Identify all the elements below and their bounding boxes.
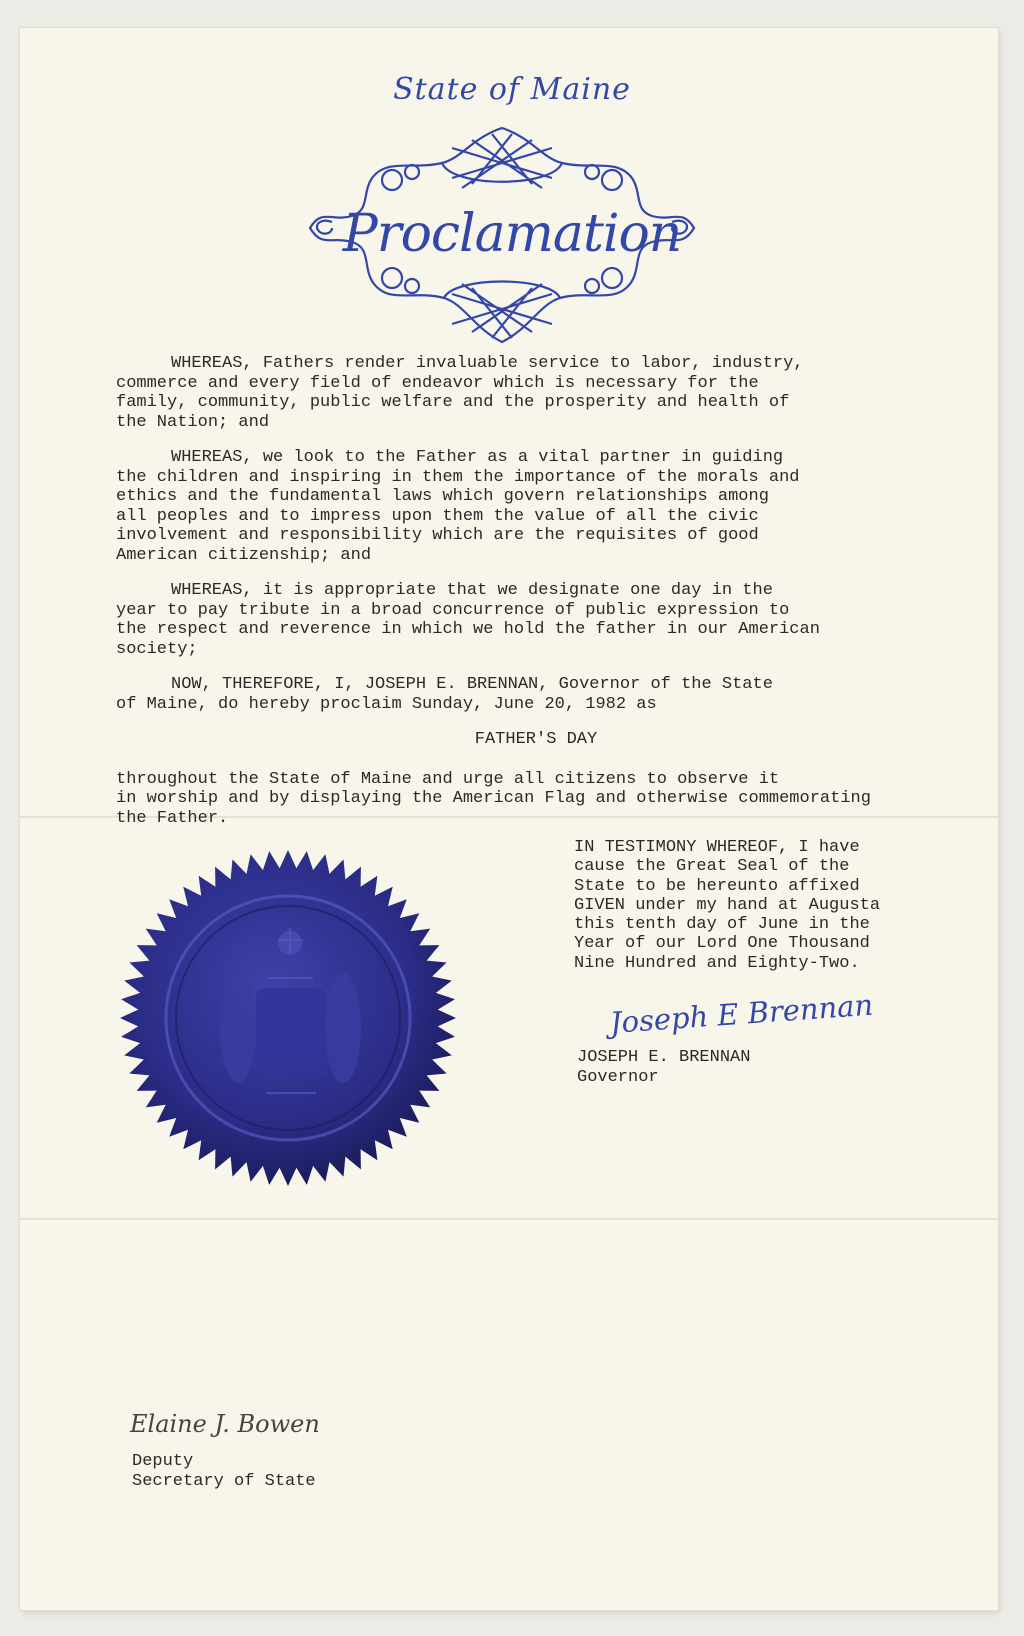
whereas-paragraph-3: WHEREAS, it is appropriate that we designate one day in the year to pay tribute in a broad concurrence of public expression to the respect and reverence in which we hold the father in our American society; <box>116 581 820 659</box>
fold-line <box>20 1218 998 1220</box>
proclamation-body <box>116 354 956 844</box>
governor-signature: Joseph E Brennan <box>608 987 875 1040</box>
great-seal-emblem <box>118 848 458 1188</box>
proclaim-paragraph: NOW, THEREFORE, I, JOSEPH E. BRENNAN, Governor of the State of Maine, do hereby proclaim Sunday, June 20, 1982 as <box>116 675 773 714</box>
crest-word: Proclamation <box>342 204 682 264</box>
deputy-signature: Elaine J. Bowen <box>130 1410 320 1438</box>
testimony-block: IN TESTIMONY WHEREOF, I have cause the Great Seal of the State to be hereunto affixed GIVEN under my hand at Augusta this tenth day of June in the Year of our Lord One Thousand Nine Hundred and Eighty-Two. <box>574 838 881 973</box>
whereas-paragraph-1: WHEREAS, Fathers render invaluable service to labor, industry, commerce and every field of endeavor which is necessary for the family, community, public welfare and the prosperity and health of the Nation; and <box>116 354 804 432</box>
closing-paragraph: throughout the State of Maine and urge all citizens to observe it in worship and by displaying the American Flag and otherwise commemorating the Father. <box>116 769 871 828</box>
governor-title: Governor <box>577 1068 659 1087</box>
governor-name: JOSEPH E. BRENNAN <box>577 1048 751 1067</box>
deputy-title: Deputy Secretary of State <box>132 1452 316 1491</box>
proclaimed-day: FATHER'S DAY <box>474 730 598 749</box>
state-title: State of Maine <box>393 72 631 107</box>
whereas-paragraph-2: WHEREAS, we look to the Father as a vital partner in guiding the children and inspiring in them the importance of the morals and ethics and the fundamental laws which govern relationships among all peoples and to impress upon them the value of all the civic involvement and responsibility which are the requisites of good American citizenship; and <box>116 448 800 565</box>
